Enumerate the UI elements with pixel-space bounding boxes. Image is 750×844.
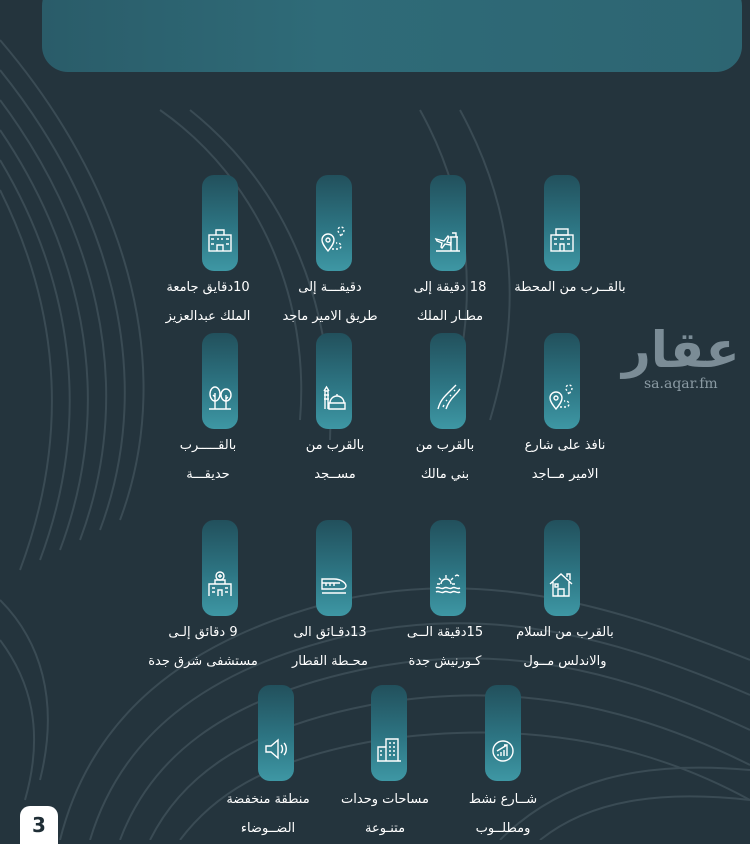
feature-tile-bani-malik xyxy=(430,333,466,429)
mall-house-icon xyxy=(548,570,576,598)
feature-tile-low-noise xyxy=(258,685,294,781)
feature-label-active-street: شــارع نشط ومطلــوب xyxy=(468,792,538,836)
feature-label-street-majed: نافذ على شارع الامير مــاجد xyxy=(524,438,606,482)
hospital-icon xyxy=(206,570,234,598)
mosque-icon xyxy=(320,383,348,411)
road-icon xyxy=(434,383,462,411)
low-noise-speaker-icon xyxy=(262,735,290,763)
feature-tile-mosque xyxy=(316,333,352,429)
top-banner xyxy=(42,0,742,72)
feature-tile-street-majed xyxy=(544,333,580,429)
airport-icon xyxy=(434,225,462,253)
feature-tile-station xyxy=(544,175,580,271)
feature-label-corniche: 15دقيقة الــى كـورنيش جدة xyxy=(406,625,484,669)
aqar-logo-text: عقار xyxy=(622,321,740,379)
station-building-icon xyxy=(548,225,576,253)
feature-label-hospital: 9 دقائق إلـى مستشفى شرق جدة xyxy=(148,625,258,669)
feature-tile-mall xyxy=(544,520,580,616)
route-location-icon xyxy=(548,383,576,411)
feature-label-bani-malik: بالقرب من بني مالك xyxy=(415,438,475,482)
feature-tile-park xyxy=(202,333,238,429)
feature-label-mall: بالقرب من السلام والاندلس مــول xyxy=(516,625,614,669)
feature-tile-university xyxy=(202,175,238,271)
aqar-watermark xyxy=(622,322,740,392)
park-trees-icon xyxy=(206,383,234,411)
feature-tile-active-street xyxy=(485,685,521,781)
aqar-url: sa.aqar.fm xyxy=(644,376,718,392)
feature-label-road-majed: دقيقـــة إلى طريق الامير ماجد xyxy=(282,280,378,324)
feature-tile-units xyxy=(371,685,407,781)
feature-label-train: 13دقـائق الى محـطة القطار xyxy=(292,625,368,669)
feature-label-university: 10دقايق جامعة الملك عبدالعزيز xyxy=(165,280,251,324)
feature-label-low-noise: منطقة منخفضة الضــوضاء xyxy=(226,792,310,836)
feature-tile-airport xyxy=(430,175,466,271)
feature-label-park: بالقـــــرب حديقـــة xyxy=(179,438,237,482)
feature-label-mosque: بالقرب من مســجد xyxy=(305,438,365,482)
feature-tile-hospital xyxy=(202,520,238,616)
feature-label-airport: 18 دقيقة إلى مطـار الملك xyxy=(413,280,487,324)
feature-tile-corniche xyxy=(430,520,466,616)
feature-label-units: مساحات وحدات متنـوعة xyxy=(341,792,429,836)
feature-tile-train xyxy=(316,520,352,616)
beach-sun-icon xyxy=(434,570,462,598)
growth-chart-icon xyxy=(489,735,517,763)
feature-tile-road-majed xyxy=(316,175,352,271)
feature-label-station: بالقــرب من المحطة xyxy=(514,280,626,295)
route-location-icon xyxy=(320,225,348,253)
page-number-badge: 3 xyxy=(20,806,58,844)
buildings-icon xyxy=(375,735,403,763)
train-icon xyxy=(320,570,348,598)
university-building-icon xyxy=(206,225,234,253)
